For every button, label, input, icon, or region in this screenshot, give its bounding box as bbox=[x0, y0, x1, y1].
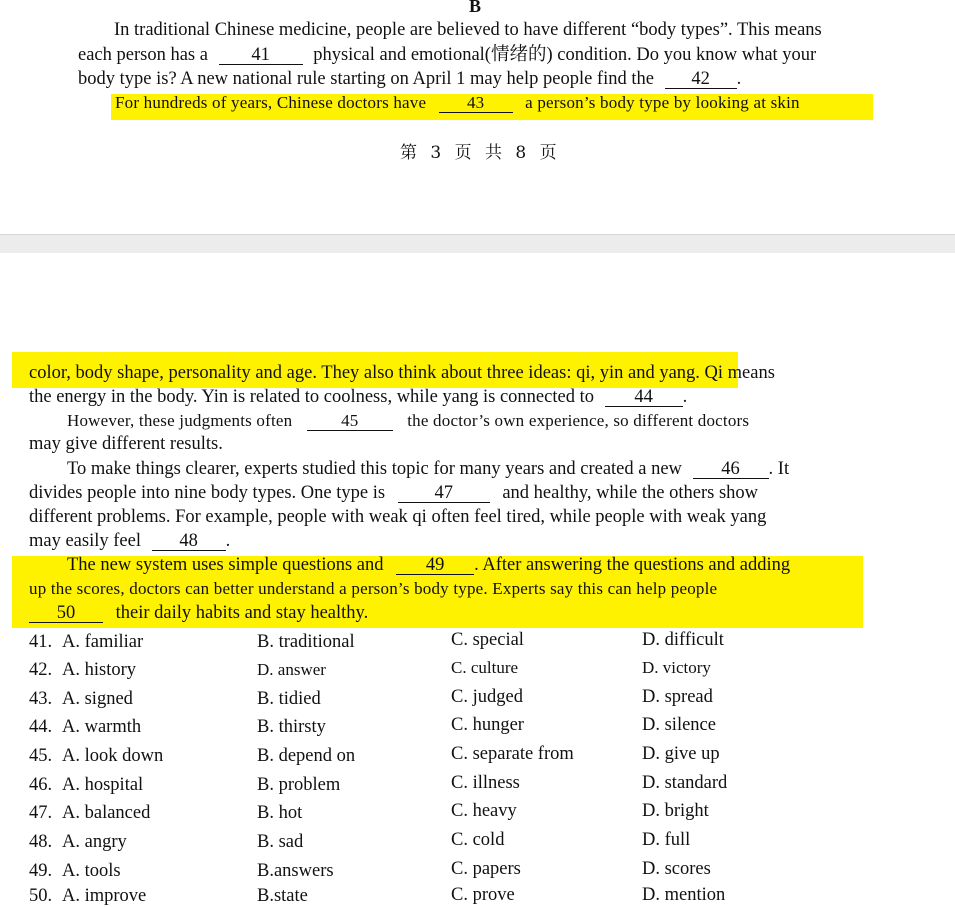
option-c: C. special bbox=[451, 630, 524, 650]
blank-50: 50 bbox=[29, 604, 103, 623]
option-d: D. scores bbox=[642, 859, 711, 879]
option-a: A. history bbox=[62, 660, 136, 680]
option-a: A. warmth bbox=[62, 717, 142, 737]
option-c: C. heavy bbox=[451, 801, 517, 821]
option-c: C. culture bbox=[451, 658, 519, 677]
option-a: A. familiar bbox=[62, 632, 144, 652]
option-a: A. balanced bbox=[62, 803, 151, 823]
option-a: A. tools bbox=[62, 861, 121, 881]
option-c: C. illness bbox=[451, 773, 520, 793]
blank-46: 46 bbox=[693, 460, 769, 479]
blank-41: 41 bbox=[219, 46, 303, 65]
blank-44: 44 bbox=[605, 388, 683, 407]
question-number: 49. bbox=[29, 861, 53, 881]
text-line: up the scores, doctors can better understand a person’s body type. Experts say this can help people bbox=[29, 579, 718, 598]
option-d: D. give up bbox=[642, 744, 720, 764]
question-number: 50. bbox=[29, 886, 53, 906]
text-line: may give different results. bbox=[29, 434, 223, 454]
blank-43: 43 bbox=[439, 94, 513, 113]
option-d: D. standard bbox=[642, 773, 728, 793]
option-a: A. signed bbox=[62, 689, 133, 709]
option-d: D. mention bbox=[642, 885, 726, 905]
question-number: 46. bbox=[29, 775, 53, 795]
question-number: 41. bbox=[29, 632, 53, 652]
text-line: body type is? A new national rule starting on April 1 may help people find the 42 . bbox=[78, 69, 742, 89]
option-b: B. tidied bbox=[257, 689, 321, 709]
text-line: different problems. For example, people with weak qi often feel tired, while people with weak yang bbox=[29, 507, 767, 527]
question-number: 48. bbox=[29, 832, 53, 852]
option-d: D. spread bbox=[642, 687, 713, 707]
blank-42: 42 bbox=[665, 70, 737, 89]
option-b: B. depend on bbox=[257, 746, 356, 766]
option-c: C. papers bbox=[451, 859, 521, 879]
option-b: B. hot bbox=[257, 803, 303, 823]
option-b: D. answer bbox=[257, 660, 326, 679]
question-number: 47. bbox=[29, 803, 53, 823]
option-b: B. problem bbox=[257, 775, 341, 795]
question-number: 42. bbox=[29, 660, 53, 680]
text-line: the energy in the body. Yin is related to coolness, while yang is connected to 44 . bbox=[29, 387, 688, 407]
option-b: B.answers bbox=[257, 861, 334, 881]
question-number: 43. bbox=[29, 689, 53, 709]
option-c: C. separate from bbox=[451, 744, 574, 764]
option-d: D. difficult bbox=[642, 630, 724, 650]
option-c: C. hunger bbox=[451, 715, 524, 735]
option-a: A. hospital bbox=[62, 775, 144, 795]
option-d: D. silence bbox=[642, 715, 716, 735]
text-line: In traditional Chinese medicine, people are believed to have different “body types”. This means bbox=[114, 20, 822, 40]
text-line: color, body shape, personality and age. They also think about three ideas: qi, yin and yang. Qi means bbox=[29, 363, 775, 383]
blank-45: 45 bbox=[307, 412, 393, 431]
blank-47: 47 bbox=[398, 484, 490, 503]
question-number: 44. bbox=[29, 717, 53, 737]
page-separator bbox=[0, 234, 955, 254]
option-d: D. victory bbox=[642, 658, 711, 677]
blank-49: 49 bbox=[396, 556, 474, 575]
option-b: B. thirsty bbox=[257, 717, 326, 737]
text-line: each person has a 41 physical and emotional(情绪的) condition. Do you know what your bbox=[78, 45, 817, 65]
text-line: For hundreds of years, Chinese doctors have 43 a person’s body type by looking at skin bbox=[115, 93, 800, 112]
blank-48: 48 bbox=[152, 532, 226, 551]
option-b: B. traditional bbox=[257, 632, 355, 652]
text-line: However, these judgments often 45 the doctor’s own experience, so different doctors bbox=[67, 411, 750, 430]
section-title: B bbox=[469, 0, 482, 16]
text-line: To make things clearer, experts studied this topic for many years and created a new 46 . It bbox=[67, 459, 790, 479]
option-c: C. prove bbox=[451, 885, 515, 905]
document-page-top bbox=[0, 0, 955, 234]
option-a: A. improve bbox=[62, 886, 147, 906]
option-d: D. bright bbox=[642, 801, 709, 821]
text-line: The new system uses simple questions and 49 . After answering the questions and adding bbox=[67, 555, 791, 575]
text-line: may easily feel 48 . bbox=[29, 531, 231, 551]
option-a: A. look down bbox=[62, 746, 164, 766]
option-d: D. full bbox=[642, 830, 691, 850]
option-b: B. sad bbox=[257, 832, 304, 852]
page-footer: 第 3 页 共 8 页 bbox=[400, 143, 561, 163]
option-c: C. judged bbox=[451, 687, 523, 707]
option-a: A. angry bbox=[62, 832, 127, 852]
option-c: C. cold bbox=[451, 830, 505, 850]
text-line: divides people into nine body types. One type is 47 and healthy, while the others show bbox=[29, 483, 759, 503]
text-line: 50 their daily habits and stay healthy. bbox=[29, 602, 368, 624]
question-number: 45. bbox=[29, 746, 53, 766]
option-b: B.state bbox=[257, 886, 308, 906]
